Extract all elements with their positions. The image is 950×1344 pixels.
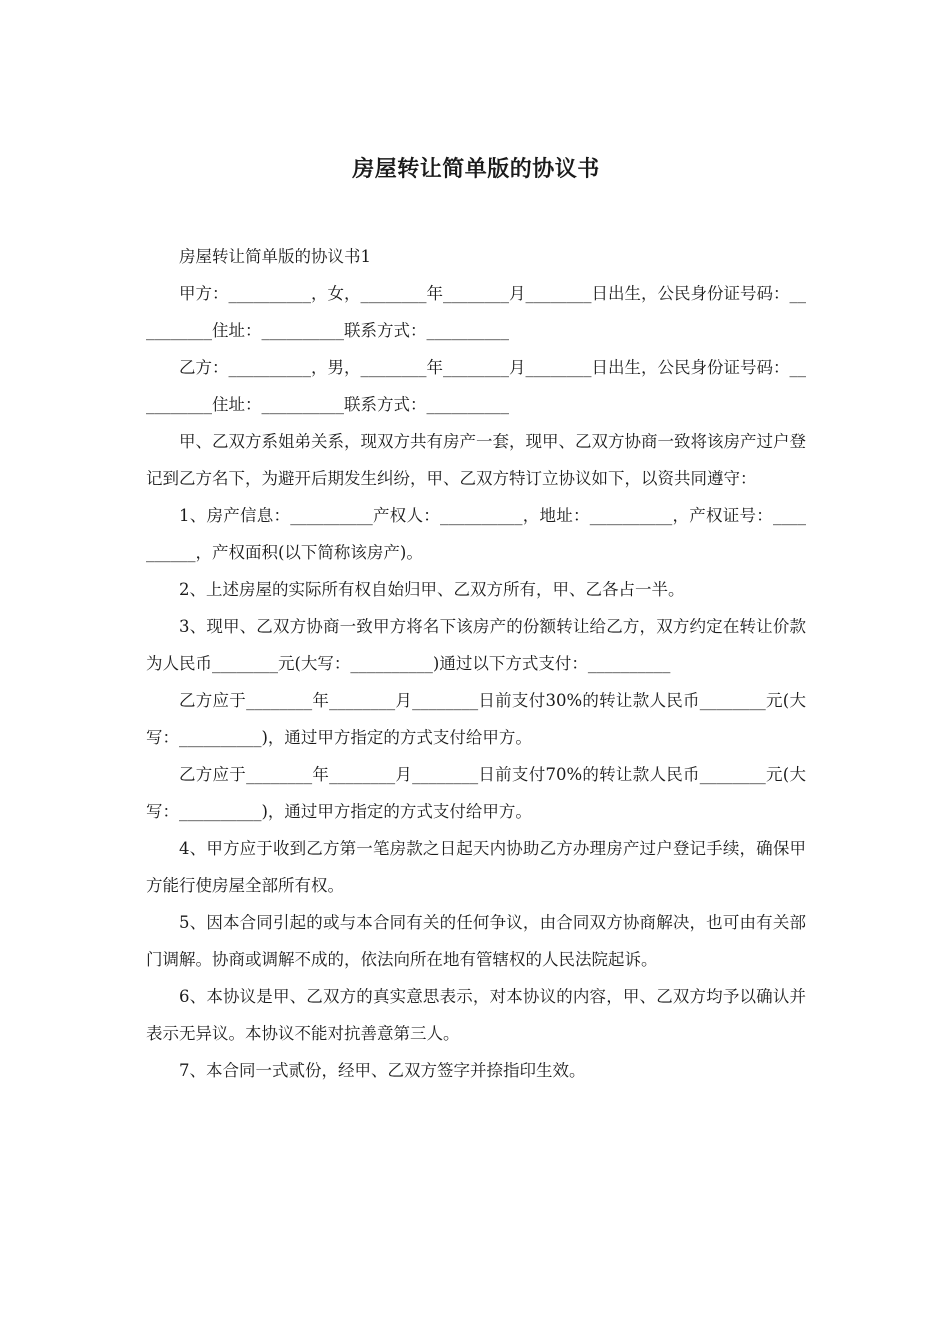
paragraph-clause-1: 1、房产信息：__________产权人：__________，地址：__________，产权证号：__________，产权面积(以下简称该房产)。 bbox=[146, 506, 806, 562]
paragraph-clause-4: 4、甲方应于收到乙方第一笔房款之日起天内协助乙方办理房产过户登记手续，确保甲方能行使房屋全部所有权。 bbox=[146, 839, 806, 895]
paragraph-clause-5: 5、因本合同引起的或与本合同有关的任何争议，由合同双方协商解决，也可由有关部门调解。协商或调解不成的，依法向所在地有管辖权的人民法院起诉。 bbox=[146, 913, 806, 969]
paragraph-preamble: 甲、乙双方系姐弟关系，现双方共有房产一套，现甲、乙双方协商一致将该房产过户登记到乙方名下，为避开后期发生纠纷，甲、乙双方特订立协议如下，以资共同遵守： bbox=[146, 432, 806, 488]
paragraph-party-b: 乙方：__________，男，________年________月________日出生，公民身份证号码：__________住址：__________联系方式：__________ bbox=[146, 358, 806, 414]
paragraph-clause-7: 7、本合同一式贰份，经甲、乙双方签字并捺指印生效。 bbox=[179, 1061, 586, 1080]
document-page bbox=[146, 150, 806, 1089]
paragraph-clause-6: 6、本协议是甲、乙双方的真实意思表示，对本协议的内容，甲、乙双方均予以确认并表示无异议。本协议不能对抗善意第三人。 bbox=[146, 987, 806, 1043]
document-title: 房屋转让简单版的协议书 bbox=[352, 157, 600, 182]
paragraph-clause-2: 2、上述房屋的实际所有权自始归甲、乙双方所有，甲、乙各占一半。 bbox=[179, 580, 685, 599]
paragraph-payment-30: 乙方应于________年________月________日前支付30%的转让款人民币________元(大写：__________)，通过甲方指定的方式支付给甲方。 bbox=[146, 691, 806, 747]
paragraph-payment-70: 乙方应于________年________月________日前支付70%的转让款人民币________元(大写：__________)，通过甲方指定的方式支付给甲方。 bbox=[146, 765, 806, 821]
paragraph-party-a: 甲方：__________，女，________年________月________日出生，公民身份证号码：__________住址：__________联系方式：__________ bbox=[146, 284, 806, 340]
paragraph-heading: 房屋转让简单版的协议书1 bbox=[179, 247, 371, 266]
paragraph-clause-3: 3、现甲、乙双方协商一致甲方将名下该房产的份额转让给乙方，双方约定在转让价款为人民币________元(大写：__________)通过以下方式支付：__________ bbox=[146, 617, 806, 673]
